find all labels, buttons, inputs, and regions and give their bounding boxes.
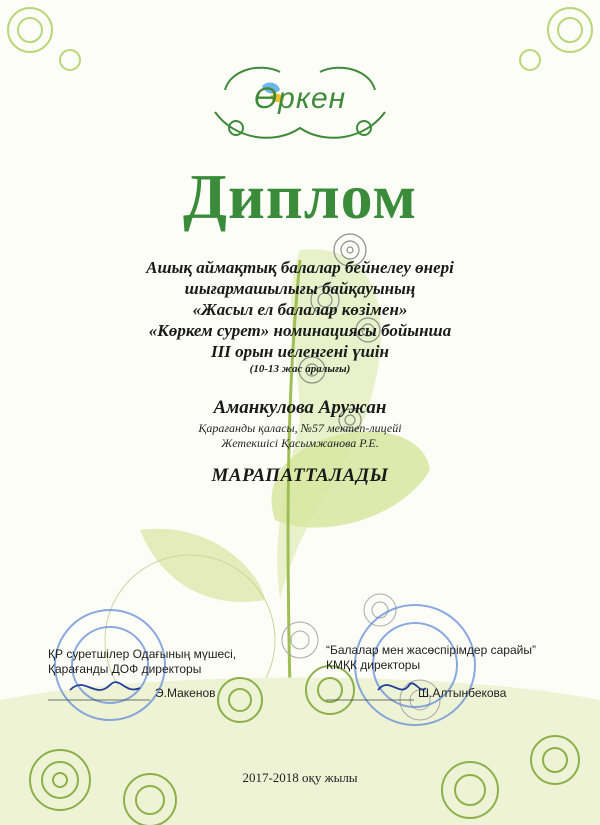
award-line: «Жасыл ел балалар көзімен» — [192, 300, 408, 319]
recipient-details — [0, 421, 600, 451]
left-signatory-title — [48, 647, 236, 677]
right-signatory-line2: КМҚК директоры — [326, 658, 421, 672]
award-line: «Көркем сурет» номинациясы бойынша — [148, 321, 452, 340]
recipient-teacher: Жетекшісі Қасымжанова Р.Е. — [221, 436, 379, 450]
awarded-text: МАРАПАТТАЛАДЫ — [211, 465, 389, 486]
academic-year: 2017-2018 оқу жылы — [242, 770, 358, 785]
right-signatory-line1: “Балалар мен жасөспірімдер сарайы” — [326, 643, 536, 657]
left-signatory-line1: ҚР суретшілер Одағының мүшесі, — [48, 647, 237, 661]
age-range: (10-13 жас аралығы) — [249, 363, 351, 375]
left-signatory-line2: Қарағанды ДОФ директоры — [48, 662, 202, 676]
logo-text: Өркен — [253, 82, 347, 115]
recipient-school: Қарағанды қаласы, №57 мектеп-лицейі — [198, 421, 402, 435]
award-line: ІІІ орын иеленгені үшін — [211, 342, 389, 361]
recipient-name: Аманкулова Аружан — [213, 397, 387, 418]
award-line: Ашық аймақтық балалар бейнелеу өнері — [146, 258, 454, 277]
right-signatory-title — [326, 643, 536, 673]
award-reason — [90, 257, 510, 376]
award-line: шығармашылығы байқауының — [184, 279, 416, 298]
left-signatory-name: Э.Макенов — [155, 686, 216, 700]
page-title: Диплом — [182, 161, 418, 232]
right-signatory-name: Ш.Алтынбекова — [418, 686, 507, 700]
